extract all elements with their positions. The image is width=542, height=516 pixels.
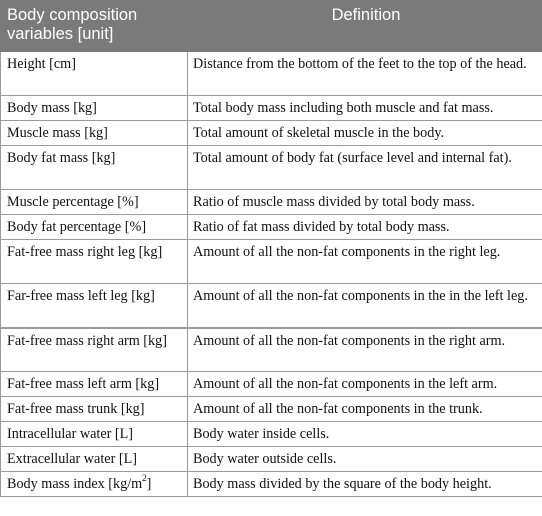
- table-row: [1, 240, 542, 284]
- header-definition: Definition: [188, 1, 542, 52]
- variable-cell: Intracellular water [L]: [1, 422, 188, 447]
- variable-text: Body mass index [kg/m: [7, 476, 143, 492]
- definition-cell: Body mass divided by the square of the body height.: [188, 472, 542, 497]
- variable-cell: Extracellular water [L]: [1, 447, 188, 472]
- table-row: [1, 422, 542, 447]
- definition-cell: Amount of all the non-fat components in the trunk.: [188, 397, 542, 422]
- header-variables: Body composition variables [unit]: [1, 1, 188, 52]
- variable-cell: Body mass [kg]: [1, 96, 188, 121]
- variable-cell: Body fat mass [kg]: [1, 146, 188, 190]
- variable-cell: Muscle mass [kg]: [1, 121, 188, 146]
- table-row: [1, 284, 542, 328]
- variable-cell: Body fat percentage [%]: [1, 215, 188, 240]
- definition-cell: Ratio of muscle mass divided by total body mass.: [188, 190, 542, 215]
- variable-cell: [1, 472, 188, 497]
- variable-cell: Fat-free mass right arm [kg]: [1, 328, 188, 372]
- definition-cell: Total amount of body fat (surface level and internal fat).: [188, 146, 542, 190]
- superscript: 2: [142, 473, 147, 484]
- table-row: [1, 146, 542, 190]
- definition-cell: Amount of all the non-fat components in the right leg.: [188, 240, 542, 284]
- definition-cell: Distance from the bottom of the feet to the top of the head.: [188, 52, 542, 96]
- definition-cell: Total amount of skeletal muscle in the body.: [188, 121, 542, 146]
- definition-cell: Amount of all the non-fat components in the right arm.: [188, 328, 542, 372]
- table-header-row: [1, 1, 542, 52]
- table-row: [1, 397, 542, 422]
- variable-cell: Fat-free mass left arm [kg]: [1, 372, 188, 397]
- table-row: [1, 190, 542, 215]
- definition-cell: Body water outside cells.: [188, 447, 542, 472]
- table-row: [1, 328, 542, 372]
- variable-cell: Far-free mass left leg [kg]: [1, 284, 188, 328]
- definition-cell: Ratio of fat mass divided by total body mass.: [188, 215, 542, 240]
- table-row: [1, 372, 542, 397]
- variable-cell: Height [cm]: [1, 52, 188, 96]
- definition-cell: Amount of all the non-fat components in the left arm.: [188, 372, 542, 397]
- table-row: [1, 52, 542, 96]
- table-row: [1, 121, 542, 146]
- variable-cell: Fat-free mass trunk [kg]: [1, 397, 188, 422]
- variable-cell: Muscle percentage [%]: [1, 190, 188, 215]
- definition-cell: Body water inside cells.: [188, 422, 542, 447]
- definition-cell: Total body mass including both muscle and fat mass.: [188, 96, 542, 121]
- definition-cell: Amount of all the non-fat components in the in the left leg.: [188, 284, 542, 328]
- table-row: [1, 96, 542, 121]
- variable-cell: Fat-free mass right leg [kg]: [1, 240, 188, 284]
- table-row: [1, 472, 542, 497]
- table-row: [1, 215, 542, 240]
- variable-text-end: ]: [146, 476, 152, 492]
- table-row: [1, 447, 542, 472]
